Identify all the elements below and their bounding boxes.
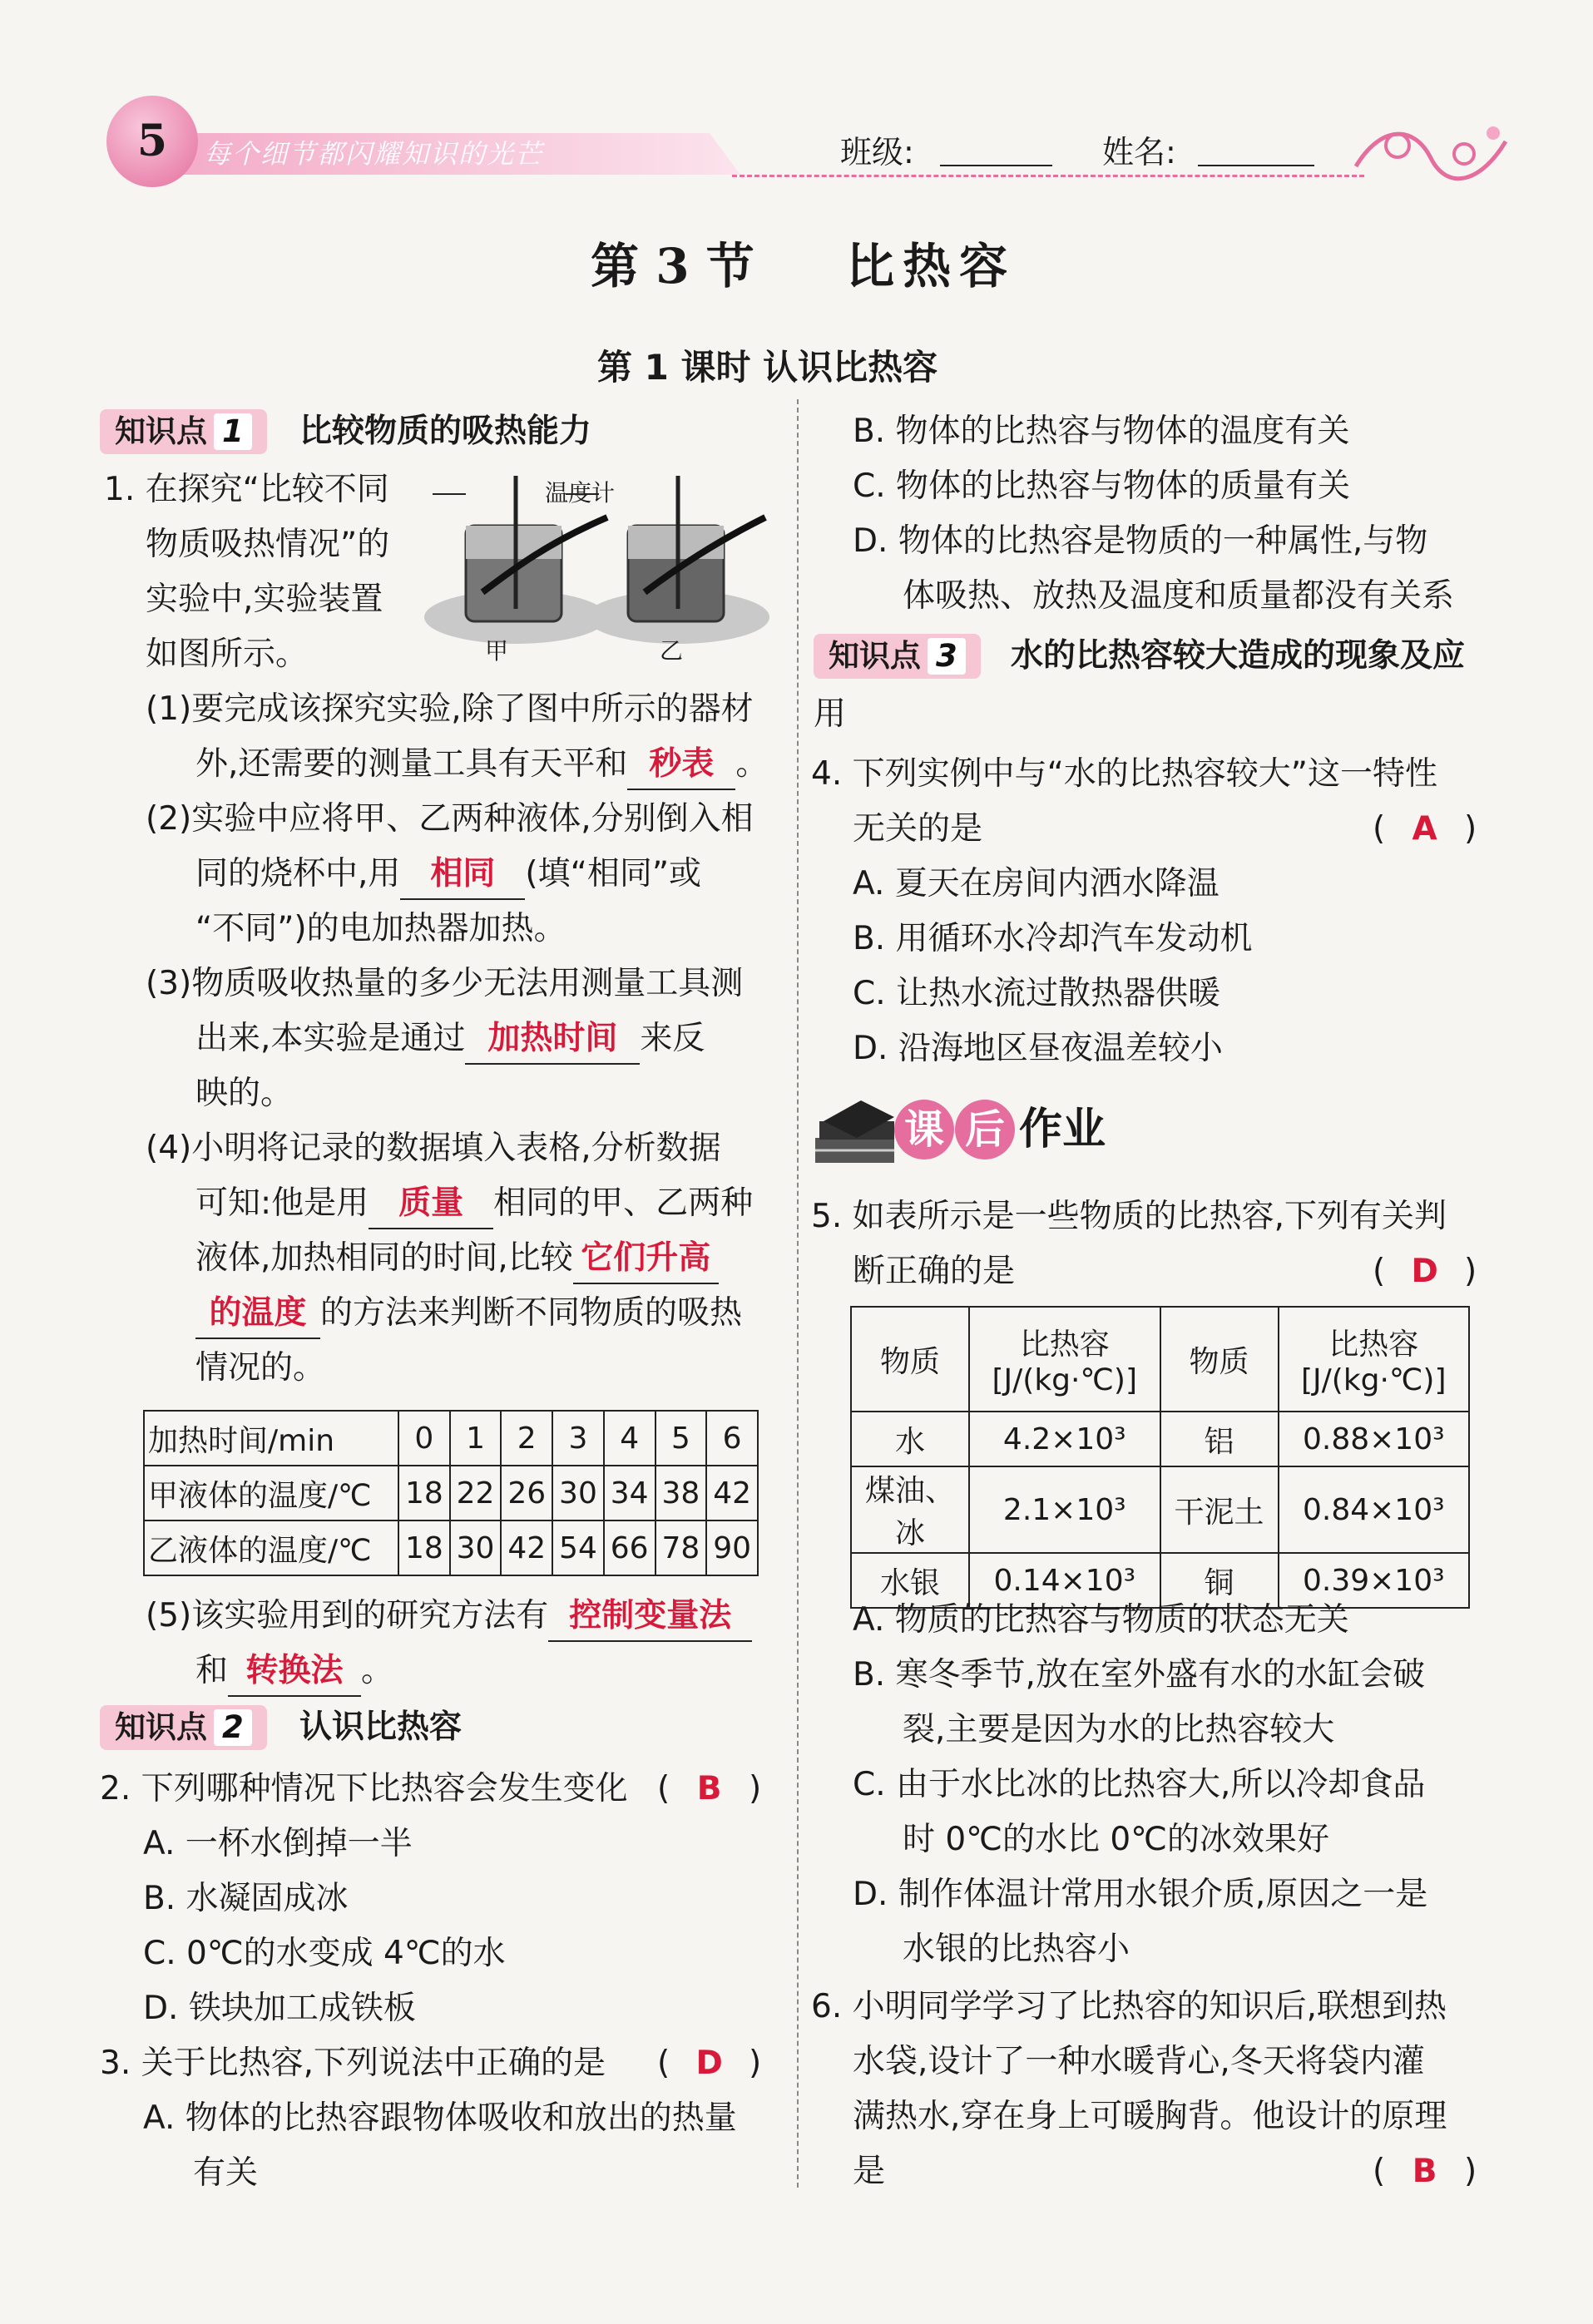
header-specific-heat-label: 比热容 [1328, 1328, 1419, 1362]
q1-part3-answer[interactable]: 加热时间 [465, 1015, 640, 1065]
q1-part2-line1: (2)实验中应将甲、乙两种液体,分别倒入相 [146, 800, 754, 838]
table-row-header: 甲液体的温度/℃ [144, 1466, 398, 1520]
q4-stem-line2: 无关的是 [853, 810, 983, 848]
q6-answer-box: ( B ) [1373, 2144, 1477, 2199]
table-cell: 66 [604, 1520, 656, 1575]
homework-rest: 作业 [1019, 1105, 1106, 1155]
q1-part5-answer2[interactable]: 转换法 [228, 1647, 361, 1697]
q1-part1-line2 [195, 737, 768, 792]
q4-option-a[interactable]: A. 夏天在房间内洒水降温 [853, 865, 1219, 902]
table-cell: 42 [706, 1466, 758, 1520]
q6-line2: 水袋,设计了一种水暖背心,冬天将袋内灌 [853, 2043, 1425, 2080]
table-header-specific-heat [1279, 1307, 1470, 1412]
q1-part2-line2 [195, 847, 701, 902]
q3-option-a-line1[interactable]: A. 物体的比热容跟物体吸收和放出的热量 [143, 2099, 737, 2137]
q3-option-d-line1[interactable]: D. 物体的比热容是物质的一种属性,与物 [853, 522, 1428, 560]
specific-heat-cell: 4.2×10³ [969, 1412, 1160, 1466]
q1-stem-line1: 1. 在探究“比较不同 [104, 471, 389, 508]
table-cell: 1 [450, 1411, 502, 1466]
q1-part5-end: 。 [361, 1652, 394, 1689]
kp-tag-label: 知识点 [115, 413, 207, 449]
q5-answer-box: ( D ) [1373, 1244, 1477, 1299]
specific-heat-cell: 0.39×10³ [1279, 1553, 1470, 1608]
table-cell: 22 [450, 1466, 502, 1520]
specific-heat-cell: 2.1×10³ [969, 1466, 1160, 1553]
q5-option-a[interactable]: A. 物质的比热容与物质的状态无关 [853, 1601, 1349, 1639]
q1-part1-end: 。 [735, 745, 769, 783]
q1-part4-cont: 相同的甲、乙两种 [493, 1184, 754, 1222]
q1-part4-answer1[interactable]: 质量 [369, 1179, 493, 1229]
q5-option-d-line2: 水银的比热容小 [903, 1931, 1130, 1968]
table-header-substance: 物质 [851, 1307, 969, 1412]
table-cell: 30 [450, 1520, 502, 1575]
q1-part4-line2 [195, 1176, 753, 1231]
q3-option-b[interactable]: B. 物体的比热容与物体的温度有关 [853, 413, 1350, 450]
table-header-row [851, 1307, 1469, 1412]
knowledge-point-3-tag [814, 634, 981, 679]
table-row [851, 1466, 1469, 1553]
table-row-header: 加热时间/min [144, 1411, 398, 1466]
name-label: 姓名: [1102, 134, 1176, 171]
q1-part5-line1 [146, 1589, 752, 1644]
q5-specific-heat-table [850, 1306, 1470, 1609]
q3-answer[interactable]: D [695, 2045, 723, 2082]
beaker-label-b: 乙 [660, 637, 684, 665]
q1-part4-line3 [195, 1231, 719, 1286]
q1-part4-answer2b[interactable]: 的温度 [195, 1289, 320, 1339]
table-header-substance: 物质 [1160, 1307, 1279, 1412]
q5-answer[interactable]: D [1411, 1253, 1438, 1290]
q1-part2-line3: “不同”)的电加热器加热。 [195, 910, 566, 947]
q5-stem-line2: 断正确的是 [853, 1253, 1016, 1290]
homework-char1: 课 [894, 1100, 954, 1160]
table-cell: 0 [398, 1411, 450, 1466]
q2-answer[interactable]: B [696, 1770, 722, 1807]
table-header-specific-heat [969, 1307, 1160, 1412]
q6-answer[interactable]: B [1412, 2153, 1437, 2190]
header-specific-heat-unit: [J/(kg·℃)] [1301, 1363, 1447, 1397]
q1-stem-line2: 物质吸热情况”的 [146, 526, 390, 563]
q1-part3-text: 出来,本实验是通过 [195, 1020, 466, 1057]
class-field[interactable] [940, 165, 1052, 166]
section-name: 比热容 [846, 238, 1017, 294]
specific-heat-cell: 0.88×10³ [1279, 1412, 1470, 1466]
q1-part4-text2: 液体,加热相同的时间,比较 [195, 1239, 573, 1277]
q2-answer-box: ( B ) [657, 1762, 761, 1817]
header-dash-line [732, 175, 1364, 177]
q5-option-c-line1[interactable]: C. 由于水比冰的比热容大,所以冷却食品 [853, 1766, 1426, 1803]
q1-part5-and: 和 [195, 1652, 229, 1689]
q4-option-b[interactable]: B. 用循环水冷却汽车发动机 [853, 920, 1253, 957]
q2-option-c[interactable]: C. 0℃的水变成 4℃的水 [143, 1935, 506, 1972]
q2-option-a[interactable]: A. 一杯水倒掉一半 [143, 1825, 413, 1862]
q1-part4-line4 [195, 1286, 742, 1341]
q3-option-d-line2: 体吸热、放热及温度和质量都没有关系 [903, 577, 1455, 615]
q1-data-table [143, 1410, 759, 1576]
column-divider [797, 399, 799, 2188]
q5-option-b-line2: 裂,主要是因为水的比热容较大 [903, 1711, 1335, 1748]
q4-stem-line1: 4. 下列实例中与“水的比热容较大”这一特性 [811, 755, 1438, 793]
table-cell: 2 [501, 1411, 552, 1466]
q5-stem-line1: 5. 如表所示是一些物质的比热容,下列有关判 [811, 1198, 1447, 1235]
q6-line3: 满热水,穿在身上可暖胸背。他设计的原理 [853, 2098, 1447, 2135]
q2-stem: 2. 下列哪种情况下比热容会发生变化 [100, 1770, 628, 1807]
substance-cell: 水银 [851, 1553, 969, 1608]
q3-answer-box: ( D ) [657, 2036, 761, 2091]
q1-part2-answer[interactable]: 相同 [400, 850, 525, 900]
q1-part2-text: 同的烧杯中,用 [195, 855, 401, 893]
q2-option-b[interactable]: B. 水凝固成冰 [143, 1880, 349, 1917]
q4-option-c[interactable]: C. 让热水流过散热器供暖 [853, 975, 1221, 1012]
knowledge-point-1-tag [100, 409, 267, 454]
lesson-subtitle: 第 1 课时 认识比热容 [597, 347, 938, 388]
q2-option-d[interactable]: D. 铁块加工成铁板 [143, 1990, 416, 2027]
q4-answer[interactable]: A [1412, 810, 1437, 848]
substance-cell: 铜 [1160, 1553, 1279, 1608]
q3-option-a-line2: 有关 [193, 2154, 259, 2192]
kp-tag-label: 知识点 [115, 1709, 207, 1745]
knowledge-point-2-tag [100, 1705, 267, 1750]
section-number: 第 3 节 [591, 238, 754, 294]
page-number: 5 [136, 116, 168, 166]
table-cell: 18 [398, 1466, 450, 1520]
table-cell: 34 [604, 1466, 656, 1520]
header-slogan: 每个细节都闪耀知识的光芒 [204, 138, 544, 170]
floral-ornament-icon [1348, 108, 1514, 191]
q6-line1: 6. 小明同学学习了比热容的知识后,联想到热 [811, 1988, 1447, 2025]
kp-tag-label: 知识点 [829, 638, 921, 674]
section-title [591, 233, 1016, 299]
q1-part4-line5: 情况的。 [195, 1349, 326, 1387]
q5-option-c-line2: 时 0℃的水比 0℃的冰效果好 [903, 1821, 1330, 1858]
table-cell: 5 [656, 1411, 707, 1466]
kp-tag-number: 2 [214, 1709, 252, 1746]
q1-part4-line1: (4)小明将记录的数据填入表格,分析数据 [146, 1130, 721, 1167]
table-cell: 3 [552, 1411, 604, 1466]
table-cell: 18 [398, 1520, 450, 1575]
knowledge-point-3-title-cont: 用 [814, 695, 847, 733]
kp-tag-number: 1 [214, 413, 252, 450]
q1-part3-line1: (3)物质吸收热量的多少无法用测量工具测 [146, 965, 744, 1002]
substance-cell: 干泥土 [1160, 1466, 1279, 1553]
substance-cell: 煤油、冰 [851, 1466, 969, 1553]
knowledge-point-2-title: 认识比热容 [299, 1708, 463, 1746]
table-row [851, 1412, 1469, 1466]
table-row [144, 1520, 758, 1575]
q1-part4-answer2a[interactable]: 它们升高 [573, 1234, 719, 1284]
specific-heat-cell: 0.14×10³ [969, 1553, 1160, 1608]
q4-answer-box: ( A ) [1373, 802, 1477, 857]
q1-part5-text: (5)该实验用到的研究方法有 [146, 1597, 549, 1634]
table-cell: 78 [656, 1520, 707, 1575]
thermometer-label: 温度计 [545, 479, 616, 507]
q1-part2-hint: (填“相同”或 [525, 855, 702, 893]
class-label: 班级: [840, 134, 914, 171]
table-cell: 38 [656, 1466, 707, 1520]
table-cell: 26 [501, 1466, 552, 1520]
table-cell: 6 [706, 1411, 758, 1466]
q1-part4-text3: 的方法来判断不同物质的吸热 [320, 1294, 743, 1332]
homework-char2: 后 [955, 1100, 1015, 1160]
q1-part5-answer1[interactable]: 控制变量法 [548, 1592, 752, 1642]
table-row [144, 1411, 758, 1466]
name-field[interactable] [1198, 165, 1314, 166]
specific-heat-cell: 0.84×10³ [1279, 1466, 1470, 1553]
q1-part3-cont: 来反 [640, 1020, 705, 1057]
table-row [144, 1466, 758, 1520]
q1-part3-line3: 映的。 [195, 1075, 294, 1112]
table-cell: 54 [552, 1520, 604, 1575]
table-cell: 30 [552, 1466, 604, 1520]
q1-part4-text: 可知:他是用 [195, 1184, 369, 1222]
kp-tag-number: 3 [928, 638, 966, 675]
book-stack-icon [811, 1096, 903, 1171]
knowledge-point-3-title: 水的比热容较大造成的现象及应 [1011, 637, 1466, 675]
table-cell: 4 [604, 1411, 656, 1466]
q1-part1-text: 外,还需要的测量工具有天平和 [195, 745, 628, 783]
substance-cell: 铝 [1160, 1412, 1279, 1466]
table-cell: 90 [706, 1520, 758, 1575]
q1-part3-line2 [195, 1011, 705, 1066]
q4-option-d[interactable]: D. 沿海地区昼夜温差较小 [853, 1030, 1223, 1067]
substance-cell: 水 [851, 1412, 969, 1466]
q6-line4: 是 [853, 2153, 886, 2190]
header-specific-heat-unit: [J/(kg·℃)] [992, 1363, 1137, 1397]
q3-stem: 3. 关于比热容,下列说法中正确的是 [100, 2045, 606, 2082]
q5-option-b-line1[interactable]: B. 寒冬季节,放在室外盛有水的水缸会破 [853, 1656, 1425, 1694]
table-row-header: 乙液体的温度/℃ [144, 1520, 398, 1575]
q1-part1-answer[interactable]: 秒表 [627, 740, 735, 790]
q1-stem-line4: 如图所示。 [146, 635, 309, 673]
knowledge-point-1-title: 比较物质的吸热能力 [299, 413, 592, 450]
q1-part1-line1: (1)要完成该探究实验,除了图中所示的器材 [146, 690, 754, 728]
q5-option-d-line1[interactable]: D. 制作体温计常用水银介质,原因之一是 [853, 1876, 1428, 1913]
table-cell: 42 [501, 1520, 552, 1575]
header-specific-heat-label: 比热容 [1019, 1328, 1110, 1362]
beaker-label-a: 甲 [485, 637, 509, 665]
q1-part5-line2 [195, 1644, 393, 1698]
q1-stem-line3: 实验中,实验装置 [146, 581, 383, 618]
q3-option-c[interactable]: C. 物体的比热容与物体的质量有关 [853, 467, 1351, 505]
